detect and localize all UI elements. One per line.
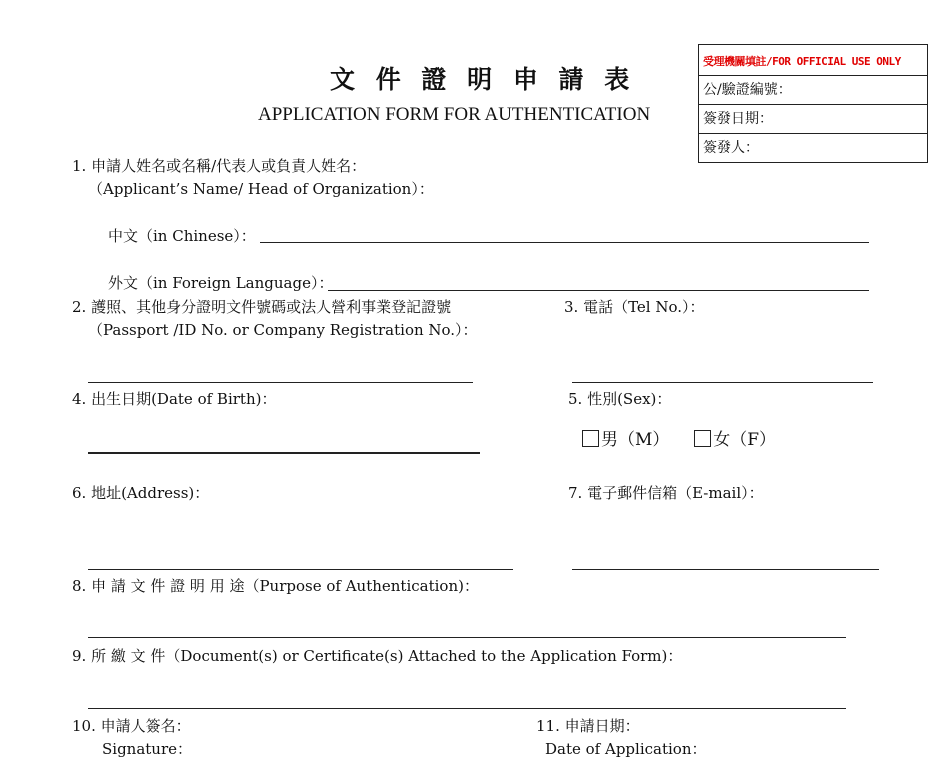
q10-label: 10. 申請人簽名： (72, 717, 191, 735)
female-checkbox[interactable] (694, 430, 711, 447)
foreign-name-field[interactable] (328, 270, 869, 291)
q2-sublabel: （Passport /ID No. or Company Registration No.）： (88, 321, 478, 339)
attached-documents-field[interactable] (88, 688, 846, 709)
email-field[interactable] (572, 549, 879, 570)
official-row-issuer: 簽發人： (699, 133, 927, 162)
tel-field[interactable] (572, 362, 873, 383)
q11-sublabel: Date of Application： (545, 740, 707, 758)
q1-label: 1. 申請人姓名或名稱/代表人或負責人姓名： (72, 157, 367, 175)
purpose-field[interactable] (88, 617, 846, 638)
male-checkbox[interactable] (582, 430, 599, 447)
q3-label: 3. 電話（Tel No.）： (564, 298, 705, 316)
q1-foreign-label: 外文（in Foreign Language）： (108, 274, 334, 292)
male-option-label: 男（M） (601, 430, 670, 450)
q10-sublabel: Signature： (102, 740, 193, 758)
female-option-label: 女（F） (713, 430, 777, 450)
address-field[interactable] (88, 549, 513, 570)
official-use-header: 受理機關填註/FOR OFFICIAL USE ONLY (703, 55, 901, 68)
q6-label: 6. 地址(Address)： (72, 484, 210, 502)
official-row-number: 公/驗證編號： (699, 75, 927, 104)
official-use-box (698, 44, 928, 163)
sex-options (582, 425, 776, 450)
q2-label: 2. 護照、其他身分證明文件號碼或法人營利事業登記證號 (72, 298, 452, 316)
chinese-name-field[interactable] (260, 222, 869, 243)
form-title-english: APPLICATION FORM FOR AUTHENTICATION (258, 104, 651, 125)
q1-chinese-label: 中文（in Chinese）： (108, 227, 256, 245)
q4-label: 4. 出生日期(Date of Birth)： (72, 390, 277, 408)
q5-label: 5. 性別(Sex)： (568, 390, 672, 408)
passport-id-field[interactable] (88, 362, 473, 383)
q1-sublabel: （Applicant’s Name/ Head of Organization）： (88, 180, 434, 198)
q9-label: 9. 所 繳 文 件（Document(s) or Certificate(s) Attached to the Application Form)： (72, 647, 683, 665)
form-title-chinese: 文 件 證 明 申 請 表 (330, 65, 636, 94)
q11-label: 11. 申請日期： (536, 717, 640, 735)
official-row-issue-date: 簽發日期： (699, 104, 927, 133)
q8-label: 8. 申 請 文 件 證 明 用 途（Purpose of Authentication)： (72, 577, 479, 595)
date-of-birth-field[interactable] (88, 432, 480, 454)
q7-label: 7. 電子郵件信箱（E-mail）： (568, 484, 764, 502)
